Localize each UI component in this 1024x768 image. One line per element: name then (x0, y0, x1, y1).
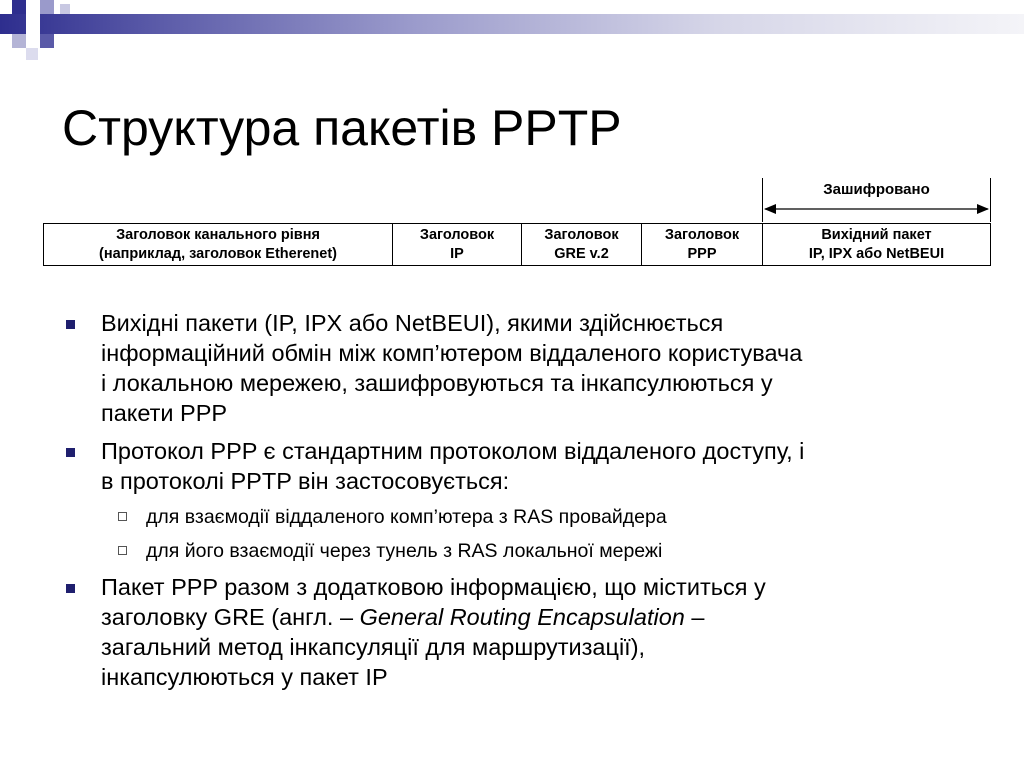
packet-field-link-header (44, 224, 393, 266)
field-line: PPP (687, 245, 717, 262)
bullet-line: інкапсулюються у пакет IP (101, 664, 388, 690)
hollow-square-bullet-icon (118, 546, 127, 555)
text-segment: – (684, 604, 705, 630)
double-arrow-icon (763, 202, 990, 216)
decor-square (26, 48, 38, 60)
packet-field-ip-header (393, 224, 522, 266)
header-gradient-band (0, 14, 1024, 34)
packet-field-gre-header (522, 224, 642, 266)
sub-bullet-line: для його взаємодії через тунель з RAS локальної мережі (146, 540, 663, 562)
bullet-item (62, 436, 982, 496)
field-line: IP, IPX або NetBEUI (808, 245, 945, 262)
field-line: IP (450, 245, 464, 262)
sub-bullet-item (62, 504, 982, 530)
hollow-square-bullet-icon (118, 512, 127, 521)
bullet-item (62, 572, 982, 692)
square-bullet-icon (66, 320, 75, 329)
field-line: Заголовок канального рівня (116, 226, 320, 243)
field-line: Заголовок (544, 226, 619, 243)
bullet-line: загальний метод інкапсуляції для маршрутизації), (101, 634, 646, 660)
packet-field-original-packet (763, 224, 991, 266)
decor-square (40, 0, 54, 14)
bullet-line: Протокол PPP є стандартним протоколом віддаленого доступу, і (101, 438, 805, 464)
bullet-line: Вихідні пакети (IP, IPX або NetBEUI), якими здійснюється (101, 310, 724, 336)
packet-structure-table (43, 223, 991, 266)
encrypted-region-marker (762, 178, 991, 222)
table-row (44, 224, 991, 266)
slide-title: Структура пакетів PPTP (62, 100, 622, 156)
decor-square (12, 34, 26, 48)
packet-field-ppp-header (642, 224, 763, 266)
slide-content (62, 308, 982, 700)
field-line: GRE v.2 (554, 245, 609, 262)
text-segment: заголовку GRE (англ. – (101, 604, 360, 630)
bullet-line: в протоколі PPTP він застосовується: (101, 468, 510, 494)
english-term: General Routing Encapsulation (359, 604, 685, 630)
decor-square (40, 34, 54, 48)
decor-square (60, 4, 70, 14)
field-line: Заголовок (419, 226, 495, 243)
decor-square (26, 14, 40, 34)
bullet-line: інформаційний обмін між комп’ютером віддаленого користувача (101, 340, 803, 366)
encrypted-label: Зашифровано (823, 181, 930, 198)
field-line: Заголовок (664, 226, 740, 243)
sub-bullet-line: для взаємодії віддаленого комп’ютера з RAS провайдера (146, 506, 667, 528)
square-bullet-icon (66, 448, 75, 457)
bullet-line (101, 602, 982, 632)
decor-square (12, 0, 26, 14)
bullet-item (62, 308, 982, 428)
bullet-line: пакети PPP (101, 400, 228, 426)
bullet-line: і локальною мережею, зашифровуються та інкапсулюються у (101, 370, 773, 396)
bullet-line: Пакет PPP разом з додатковою інформацією, що міститься у (101, 574, 766, 600)
square-bullet-icon (66, 584, 75, 593)
sub-bullet-item (62, 538, 982, 564)
field-line: (наприклад, заголовок Etherenet) (98, 245, 338, 262)
field-line: Вихідний пакет (821, 226, 932, 243)
